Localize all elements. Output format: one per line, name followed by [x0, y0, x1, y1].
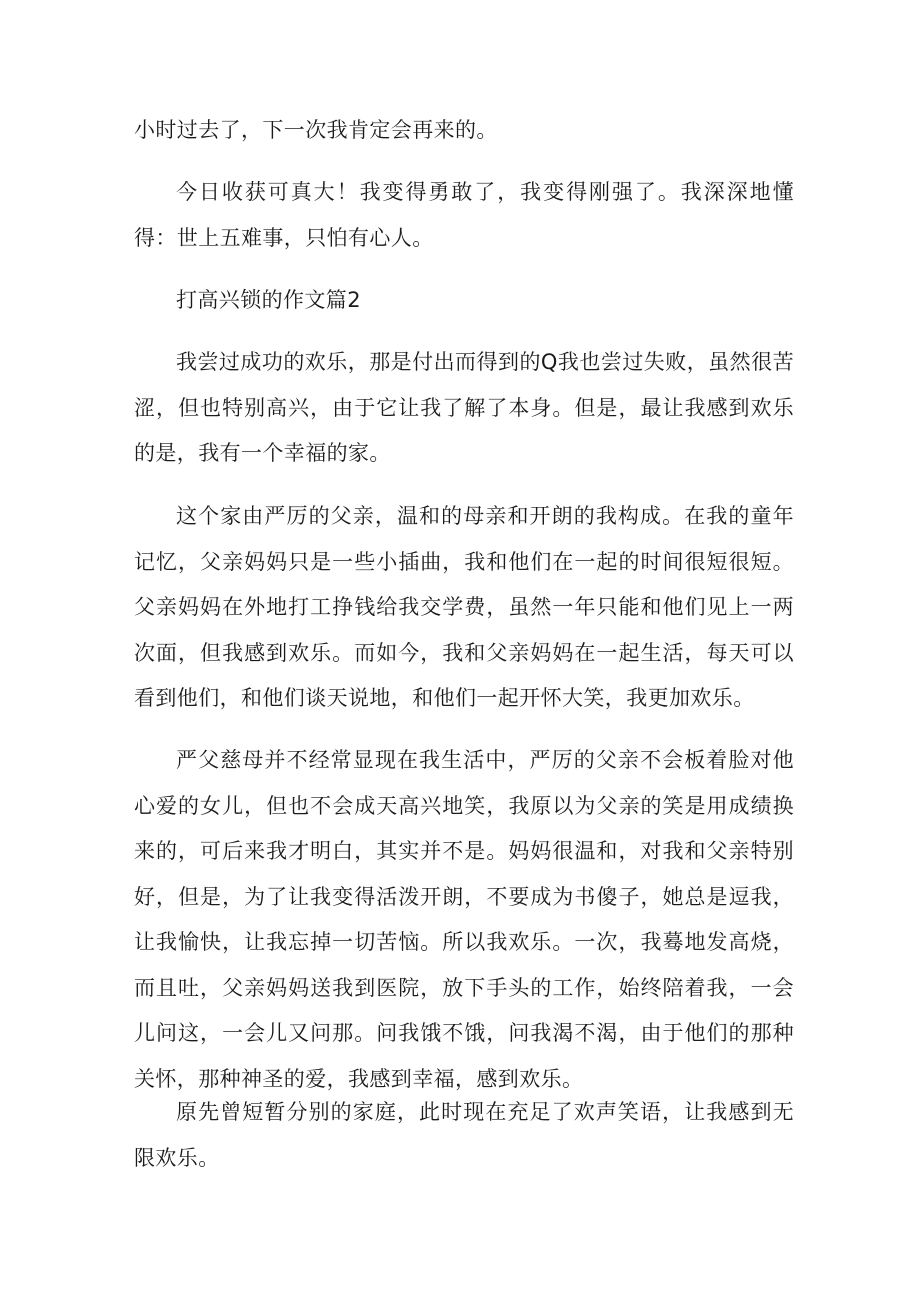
paragraph-reunion: 原先曾短暂分别的家庭，此时现在充足了欢声笑语，让我感到无限欢乐。: [134, 1100, 794, 1170]
section-title: 打高兴锁的作文篇2: [176, 288, 361, 312]
paragraph-parents: 严父慈母并不经常显现在我生活中，严厉的父亲不会板着脸对他心爱的女儿，但也不会成天高兴地笑，我原以为父亲的笑是用成绩换来的，可后来我才明白，其实并不是。妈妈很温和，对我和父亲特别好，但是，为了让我变得活泼开朗，不要成为书傻子，她总是逗我，让我愉快，让我忘掉一切苦恼。所以我欢乐。一次，我蓦地发高烧，而且吐，父亲妈妈送我到医院，放下手头的工作，始终陪着我，一会儿问这，一会儿又问那。问我饿不饿，问我渴不渴，由于他们的那种关怀，那种神圣的爱，我感到幸福，感到欢乐。: [134, 748, 794, 1091]
paragraph-harvest: 今日收获可真大！我变得勇敢了，我变得刚强了。我深深地懂得：世上五难事，只怕有心人。: [134, 180, 794, 250]
paragraph-family: 这个家由严厉的父亲，温和的母亲和开朗的我构成。在我的童年记忆，父亲妈妈只是一些小插曲，我和他们在一起的时间很短很短。父亲妈妈在外地打工挣钱给我交学费，虽然一年只能和他们见上一两次面，但我感到欢乐。而如今，我和父亲妈妈在一起生活，每天可以看到他们，和他们谈天说地，和他们一起开怀大笑，我更加欢乐。: [134, 504, 794, 710]
paragraph-success-failure: 我尝过成功的欢乐，那是付出而得到的Q我也尝过失败，虽然很苦涩，但也特别高兴，由于它让我了解了本身。但是，最让我感到欢乐的是，我有一个幸福的家。: [134, 350, 794, 465]
paragraph-closing-line: 小时过去了，下一次我肯定会再来的。: [134, 118, 498, 142]
